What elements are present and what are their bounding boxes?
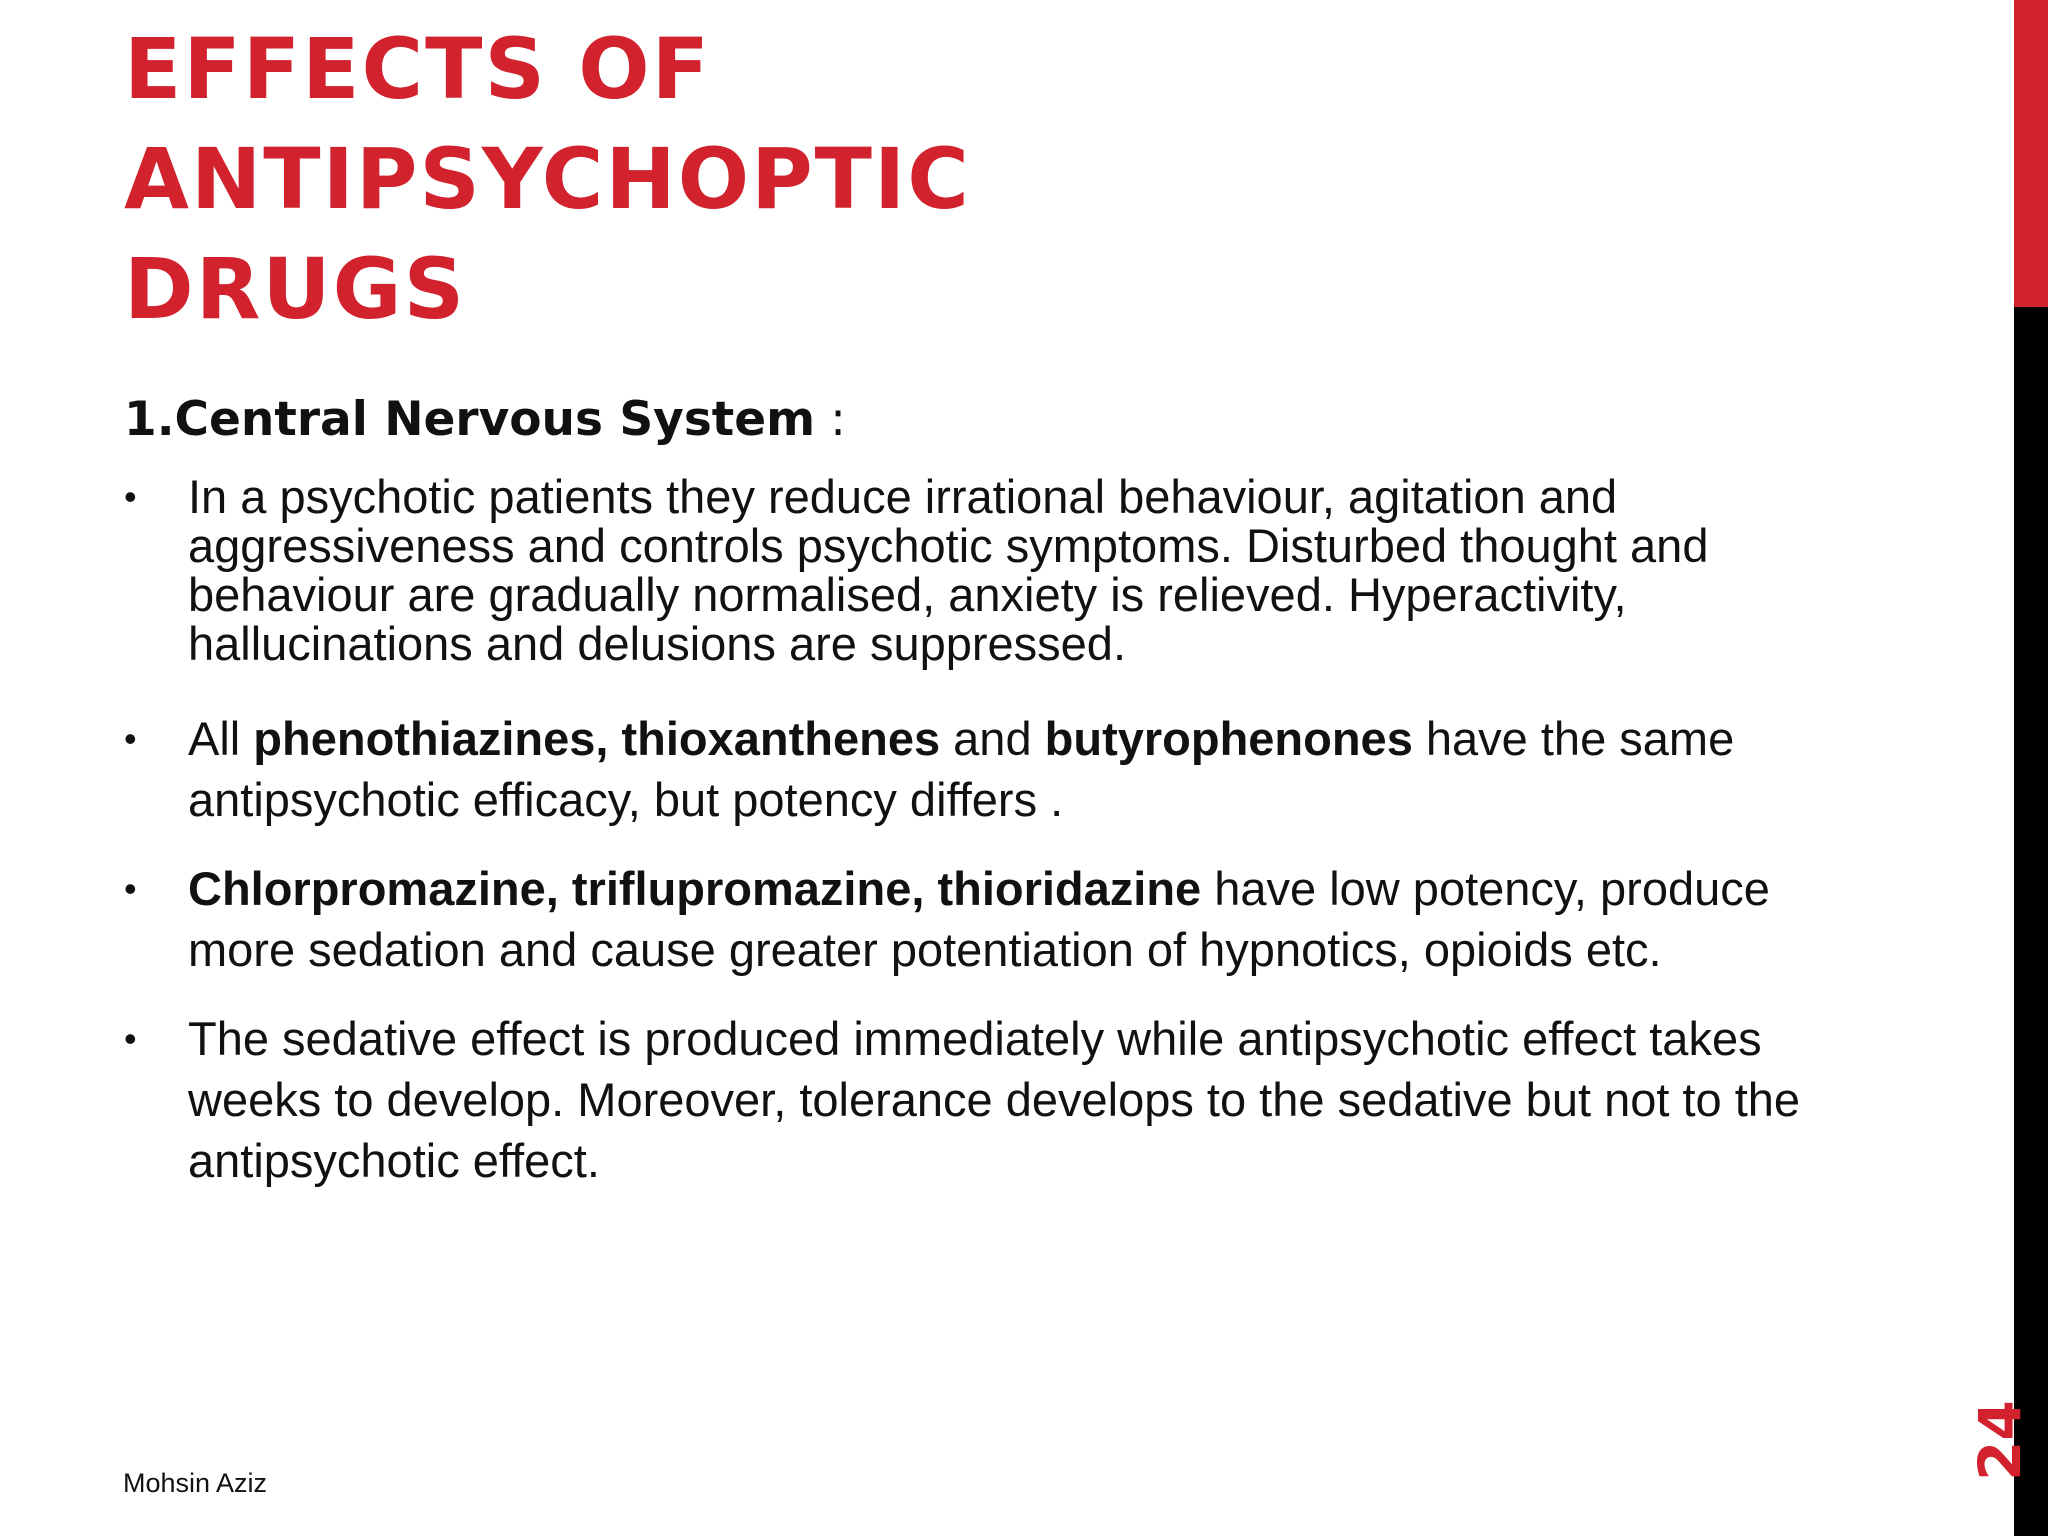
bullet-2-bold-a: phenothiazines, thioxanthenes	[253, 712, 941, 765]
bullet-item-1	[124, 472, 1824, 668]
slide-title	[124, 14, 971, 344]
footer-author: Mohsin Aziz	[123, 1468, 268, 1498]
right-side-bar	[2014, 0, 2048, 1536]
title-line-1: EFFECTS OF	[124, 20, 711, 118]
bullet-icon: •	[124, 476, 137, 517]
bullet-4-text: The sedative effect is produced immediately while antipsychotic effect takes weeks to develop. Moreover, tolerance develops to the sedative but not to the antipsychotic effect.	[188, 1012, 1801, 1187]
bullet-3-text: have low potency, produce more sedation and cause greater potentiation of hypnotics, opioids etc.	[188, 862, 1770, 976]
bullet-item-2	[124, 708, 1824, 830]
bullet-2-text-a: All	[188, 712, 254, 765]
bullet-icon: •	[124, 868, 137, 909]
bullet-item-3	[124, 858, 1824, 980]
side-bar-accent	[2014, 0, 2048, 307]
bullet-2-text-b: and	[940, 712, 1045, 765]
section-heading-text: 1.Central Nervous System	[124, 392, 816, 447]
bullet-list	[124, 472, 1824, 1219]
bullet-icon: •	[124, 1018, 137, 1059]
bullet-3-bold: Chlorpromazine, triflupromazine, thioridazine	[188, 862, 1202, 915]
page-number: 24	[1966, 1400, 2034, 1481]
bullet-1-text: In a psychotic patients they reduce irrational behaviour, agitation and aggressiveness and controls psychotic symptoms. Disturbed thought and behaviour are gradually normalised, anxiety is relieved. Hyperactivity, hallucinations and delusions are suppressed.	[188, 470, 1709, 670]
bullet-icon: •	[124, 718, 137, 759]
title-line-3: DRUGS	[124, 240, 467, 338]
bullet-2-bold-b: butyrophenones	[1044, 712, 1413, 765]
section-heading	[124, 390, 846, 450]
title-line-2: ANTIPSYCHOPTIC	[124, 130, 971, 228]
bullet-2-text-c: have the same antipsychotic efficacy, but potency differs .	[188, 712, 1735, 826]
bullet-item-4	[124, 1008, 1824, 1191]
section-heading-separator: :	[815, 392, 846, 447]
